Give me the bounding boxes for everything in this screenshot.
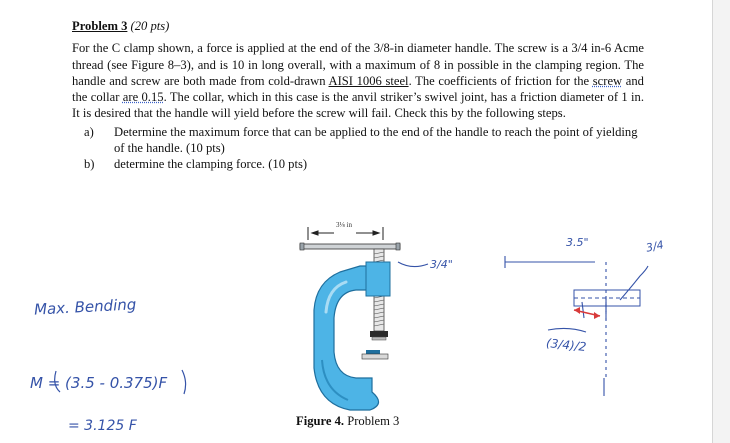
material-highlight: AISI 1006 steel [328, 73, 409, 88]
handle-dia-note: 3/4" [430, 258, 453, 271]
dimension-label: 3⅛ in [336, 221, 352, 229]
screw-highlight: screw [592, 73, 623, 88]
statement-part-1: For the C clamp shown, a force is applied at the end of the 3/8-in diameter handle. The screw is a 3/4 in-6 Acme thread (see Figure 8–3), and is 10 in long overall, with a maximum of 8 in possible in the clamping region. The handle and screw are both made from cold-drawn [72, 41, 644, 88]
step-a-text: Determine the maximum force that can be applied to the end of the handle to reach the point of yielding of the handle. (10 pts) [114, 124, 638, 156]
caption-text: Problem 3 [344, 414, 400, 428]
ink-annotations [398, 256, 648, 396]
friction-highlight: are 0.15 [122, 90, 164, 105]
figure-caption [296, 414, 399, 429]
clamp-handle [300, 243, 400, 250]
caption-bold: Figure 4. [296, 414, 345, 428]
problem-points: (20 pts) [130, 19, 170, 33]
statement-part-4: . The collar, which in this case is the anvil striker’s swivel joint, has a friction diameter of 1 in. It is desired that the handle will yield before the screw will fail. Check this by the following steps. [72, 90, 644, 121]
step-b-text: determine the clamping force. (10 pts) [114, 157, 308, 172]
half-diameter-note: (3/4)/2 [545, 335, 587, 355]
statement-part-2: . The coefficients of friction for the [408, 73, 593, 88]
viewer-scroll-edge[interactable] [712, 0, 730, 443]
problem-number: Problem 3 [72, 19, 128, 33]
max-bending-note: Max. Bending [33, 295, 137, 319]
step-b-label: b) [84, 157, 95, 172]
moment-result: = 3.125 F [68, 418, 137, 434]
statement-part-3: and the collar [72, 73, 644, 105]
red-force-arrow [574, 307, 600, 319]
diameter-note: 3/4 [644, 238, 665, 255]
moment-equation: M = (3.5 - 0.375)F [30, 374, 168, 392]
step-a-label: a) [84, 124, 94, 139]
distance-note: 3.5" [566, 236, 589, 249]
